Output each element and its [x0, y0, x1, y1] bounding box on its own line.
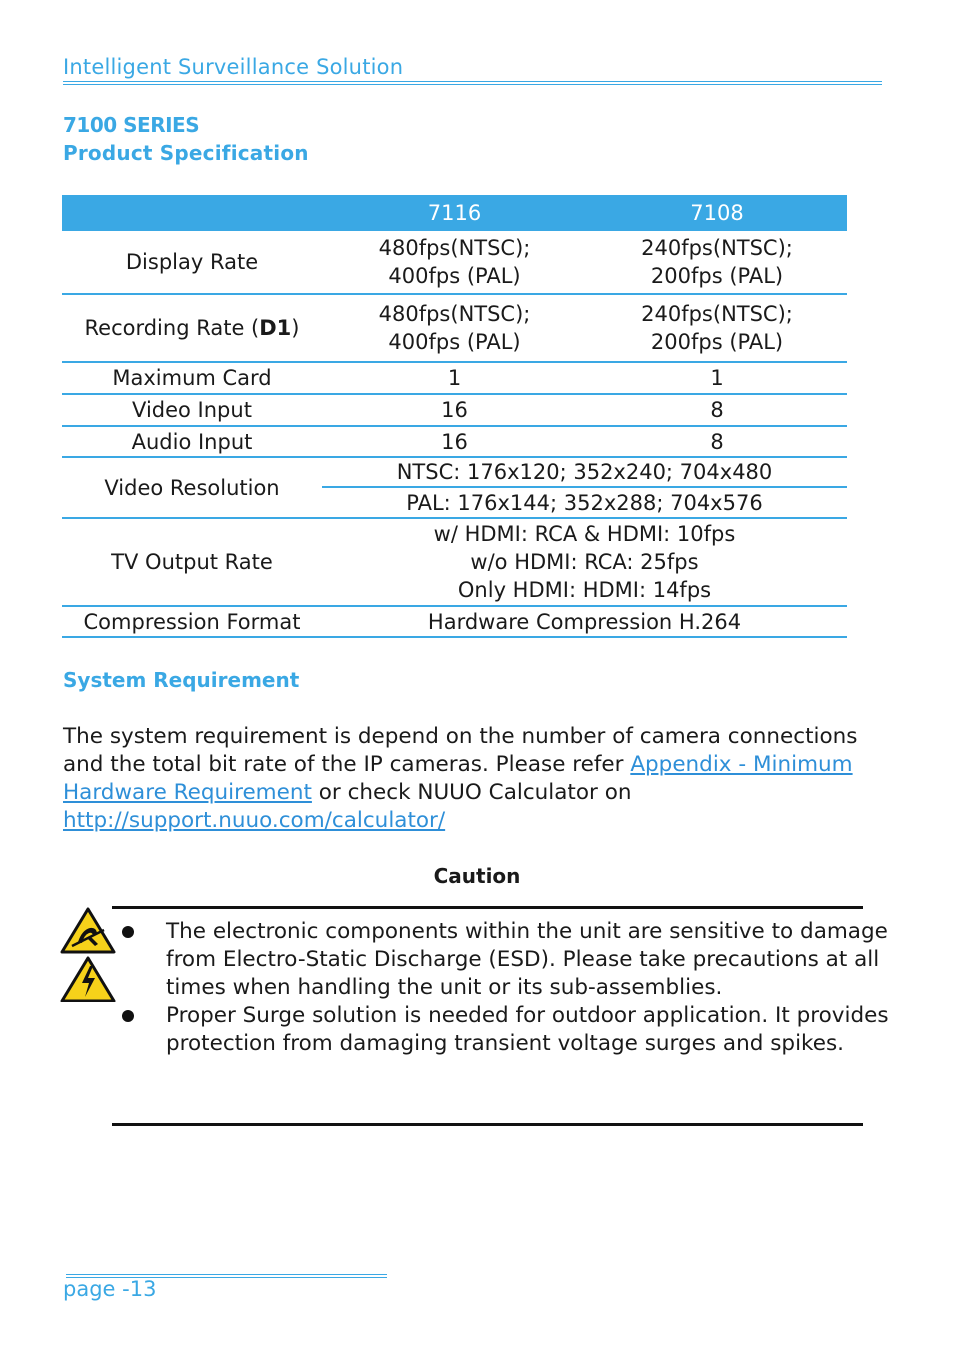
column-header-empty [62, 195, 322, 231]
row-label: Video Input [62, 394, 322, 426]
system-requirement-paragraph [63, 723, 893, 835]
caution-list [118, 918, 898, 1058]
cell-line: 480fps(NTSC); [378, 302, 531, 326]
cell-7108: 1 [587, 362, 847, 394]
system-requirement-heading: System Requirement [63, 668, 300, 692]
table-row [62, 362, 847, 394]
cell-7108: 8 [587, 394, 847, 426]
column-header-7108: 7108 [587, 195, 847, 231]
cell-7108 [587, 294, 847, 362]
cell-pal-resolution: PAL: 176x144; 352x288; 704x576 [322, 487, 847, 518]
row-label: Display Rate [62, 231, 322, 294]
list-item-text: The electronic components within the unit are sensitive to damage from Electro-Static Discharge (ESD). Please take precautions at all times when handling the unit or its sub-assemblies. [166, 919, 888, 1000]
product-specification-heading: Product Specification [63, 141, 309, 165]
caution-top-rule [112, 906, 863, 909]
table-row [62, 518, 847, 606]
cell-line: Only HDMI: HDMI: 14fps [457, 578, 712, 602]
cell-7108: 8 [587, 426, 847, 457]
bullet-icon [122, 926, 134, 938]
cell-7116: 16 [322, 426, 587, 457]
page-number: page -13 [63, 1277, 157, 1301]
row-label: Compression Format [62, 606, 322, 637]
cell-tv-output [322, 518, 847, 606]
table-header-row [62, 195, 847, 231]
running-header: Intelligent Surveillance Solution [63, 55, 404, 79]
specification-table [62, 195, 847, 638]
caution-bottom-rule [112, 1123, 863, 1126]
cell-line: w/o HDMI: RCA: 25fps [470, 550, 699, 574]
table-row [62, 606, 847, 637]
cell-line: 480fps(NTSC); [378, 236, 531, 260]
cell-line: 240fps(NTSC); [641, 302, 793, 326]
cell-line: 200fps (PAL) [650, 264, 784, 288]
header-rule [63, 84, 882, 85]
bullet-icon [122, 1010, 134, 1022]
cell-7116: 16 [322, 394, 587, 426]
row-label: Maximum Card [62, 362, 322, 394]
label-bold: D1 [259, 316, 292, 340]
list-item [118, 918, 898, 1002]
footer-rule [66, 1274, 387, 1275]
table-row [62, 394, 847, 426]
table-row [62, 426, 847, 457]
row-label: Video Resolution [62, 457, 322, 518]
column-header-7116: 7116 [322, 195, 587, 231]
row-label: TV Output Rate [62, 518, 322, 606]
warning-icons [60, 906, 116, 1002]
cell-7116: 1 [322, 362, 587, 394]
header-rule [63, 81, 882, 82]
table-row [62, 294, 847, 362]
cell-ntsc-resolution: NTSC: 176x120; 352x240; 704x480 [322, 457, 847, 487]
cell-7116 [322, 294, 587, 362]
cell-line: 400fps (PAL) [388, 330, 521, 354]
table-row [62, 231, 847, 294]
cell-compression: Hardware Compression H.264 [322, 606, 847, 637]
series-heading: 7100 SERIES [63, 113, 200, 137]
cell-7116 [322, 231, 587, 294]
list-item-text: Proper Surge solution is needed for outdoor application. It provides protection from damaging transient voltage surges and spikes. [166, 1003, 889, 1056]
label-text: ) [291, 316, 300, 340]
appendix-link[interactable]: Appendix - Minimum Hardware Requirement [63, 752, 853, 805]
cell-line: w/ HDMI: RCA & HDMI: 10fps [433, 522, 736, 546]
caution-heading: Caution [433, 864, 521, 888]
label-text: Recording Rate ( [84, 316, 260, 340]
cell-line: 240fps(NTSC); [641, 236, 793, 260]
table-row [62, 457, 847, 487]
cell-line: 200fps (PAL) [650, 330, 784, 354]
cell-line: 400fps (PAL) [388, 264, 521, 288]
row-label: Audio Input [62, 426, 322, 457]
row-label [62, 294, 322, 362]
paragraph-text: or check NUUO Calculator on [311, 780, 632, 805]
esd-warning-icon [60, 906, 116, 1002]
paragraph-text: The system requirement is depend on the number of camera connections and the total bit rate of the IP cameras. Please refer [63, 724, 858, 777]
list-item [118, 1002, 898, 1058]
calculator-link[interactable]: http://support.nuuo.com/calculator/ [63, 808, 446, 833]
cell-7108 [587, 231, 847, 294]
